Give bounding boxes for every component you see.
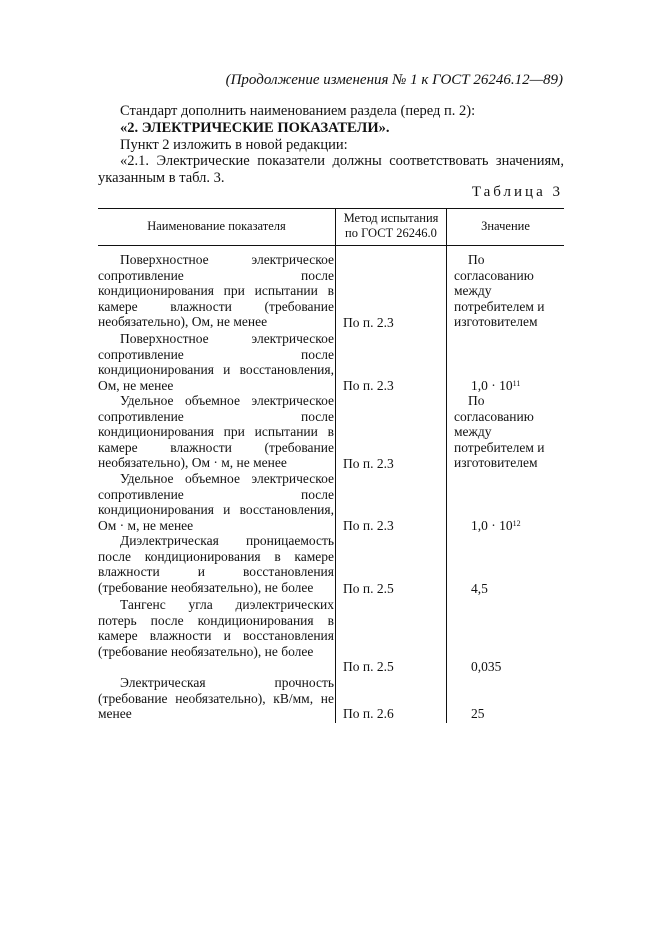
table-row (98, 252, 334, 330)
page-header: (Продолжение изменения № 1 к ГОСТ 26246.12—89) (225, 72, 563, 88)
header-name: Наименование показателя (147, 219, 286, 233)
value-base: 1,0 · 10 (471, 518, 513, 533)
row-name: Электрическая прочность (требование необязательно), кВ/мм, не менее (98, 675, 334, 722)
table-header-rule (98, 245, 564, 246)
value-base: 1,0 · 10 (471, 378, 513, 393)
row-value: По согласованию между потребителем и изготовителем (454, 252, 545, 330)
value-exponent: 11 (512, 379, 521, 388)
table-divider-2 (446, 208, 447, 723)
table-row (98, 471, 334, 533)
paragraph-2-1: «2.1. Электрические показатели должны соответствовать значениям, указанным в табл. 3. (98, 153, 564, 186)
table-caption: Таблица 3 (471, 184, 563, 200)
table-divider-1 (335, 208, 336, 723)
table-row (98, 675, 334, 722)
row-value: 0,035 (471, 659, 502, 674)
value-exponent: 12 (512, 519, 521, 528)
row-name: Поверхностное электрическое сопротивление после кондиционирования при испытании в камере влажности (требование необязательно), Ом, не менее (98, 252, 334, 330)
row-value: 25 (471, 706, 485, 721)
row-name: Диэлектрическая проницаемость после кондиционирования в камере влажности и восстановления (требование необязательно), не более (98, 533, 334, 595)
row-method: По п. 2.3 (343, 315, 394, 330)
row-method: По п. 2.3 (343, 456, 394, 471)
table-top-rule (98, 208, 564, 209)
row-name: Удельное объемное электрическое сопротивление после кондиционирования и восстановления, Ом · м, не менее (98, 471, 334, 533)
table-row (98, 331, 334, 393)
row-value (471, 518, 521, 534)
row-method: По п. 2.3 (343, 518, 394, 533)
paragraph-new-edition: Пункт 2 изложить в новой редакции: (120, 137, 348, 153)
row-method: По п. 2.6 (343, 706, 394, 721)
row-name: Поверхностное электрическое сопротивление после кондиционирования и восстановления, Ом, не менее (98, 331, 334, 393)
row-name: Тангенс угла диэлектрических потерь после кондиционирования в камере влажности и восстановления (требование необязательно), не более (98, 597, 334, 659)
row-method: По п. 2.3 (343, 378, 394, 393)
section-title: «2. ЭЛЕКТРИЧЕСКИЕ ПОКАЗАТЕЛИ». (120, 120, 390, 136)
row-value: По согласованию между потребителем и изготовителем (454, 393, 545, 471)
table-row (98, 533, 334, 595)
header-method: Метод испытания по ГОСТ 26246.0 (343, 211, 439, 240)
row-value (471, 378, 520, 394)
table-row (98, 597, 334, 659)
row-value: 4,5 (471, 581, 488, 596)
paragraph-add-section: Стандарт дополнить наименованием раздела (перед п. 2): (120, 103, 476, 119)
row-method: По п. 2.5 (343, 581, 394, 596)
row-name: Удельное объемное электрическое сопротивление после кондиционирования при испытании в камере влажности (требование необязательно), Ом · м, не менее (98, 393, 334, 471)
row-method: По п. 2.5 (343, 659, 394, 674)
header-value: Значение (481, 219, 530, 233)
table-row (98, 393, 334, 471)
